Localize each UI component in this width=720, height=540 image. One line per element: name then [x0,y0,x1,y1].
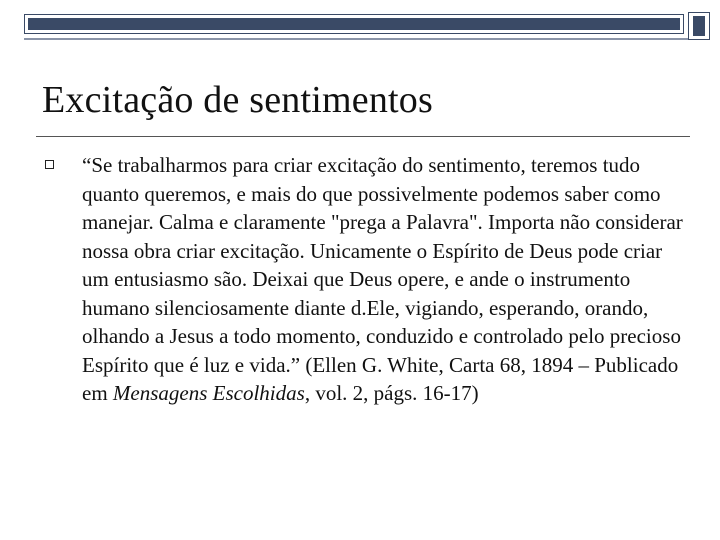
quote-text: “Se trabalharmos para criar excitação do sentimento, teremos tudo quanto queremos, e mais do que possivelmente podemos saber como manejar. Calma e claramente "prega a Palavra". Importa não considerar nossa obra criar excitação. Unicamente o Espírito de Deus pode criar um entusiasmo são. Deixai que Deus opere, e ande o instrumento humano silenciosamente diante d.Ele, vigiando, esperando, orando, olhando a Jesus a todo momento, conduzido e controlado pelo precioso Espírito que é luz e vida.” (Ellen G. White, Carta 68, 1894 – Publicado em [82,153,683,405]
slide-title: Excitação de sentimentos [42,79,433,121]
header-square-fill [693,16,705,36]
header-band [24,14,686,38]
hollow-square-icon [45,160,54,169]
book-title: Mensagens Escolhidas [112,381,305,405]
header-band-frame [24,14,684,34]
header-shadow [24,38,688,40]
quote-paragraph [82,151,686,408]
title-divider [36,136,690,137]
header-square [688,12,710,40]
quote-suffix: , vol. 2, págs. 16-17) [304,381,479,405]
header-band-bar [28,18,680,30]
